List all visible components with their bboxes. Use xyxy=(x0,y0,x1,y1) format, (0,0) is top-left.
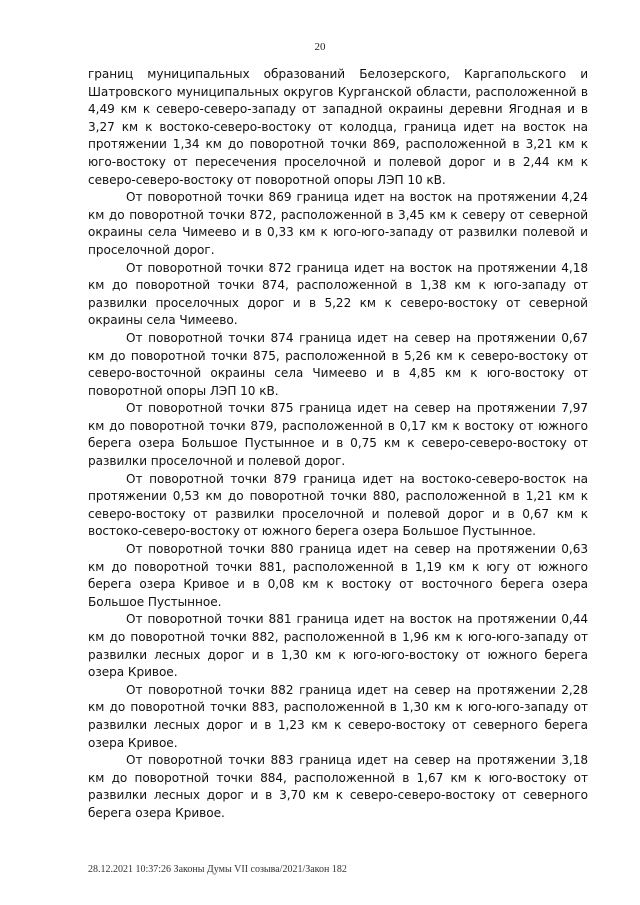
page-number: 20 xyxy=(314,41,326,53)
paragraph-10: От поворотной точки 883 граница идет на север на протяжении 3,18 км до поворотной точки 884, расположенной в 1,67 км к юго-востоку от развилки лесных дорог и в 3,70 км к северо-северо-востоку от северного берега озера Кривое. xyxy=(88,753,588,820)
paragraph-4: От поворотной точки 874 граница идет на север на протяжении 0,67 км до поворотной точки 875, расположенной в 5,26 км к северо-востоку от северо-восточной окраины села Чимеево и в 4,85 км к юго-востоку от поворотной опоры ЛЭП 10 кВ. xyxy=(88,330,588,398)
paragraph-3: От поворотной точки 872 граница идет на восток на протяжении 4,18 км до поворотной точки 874, расположенной в 1,38 км к юго-западу от развилки проселочных дорог и в 5,22 км к северо-востоку от северной окраины села Чимеево. xyxy=(88,260,588,328)
document-body xyxy=(88,66,588,823)
paragraph-1: границ муниципальных образований Белозерского, Каргапольского и Шатровского муниципальных округов Курганской области, расположенной в 4,49 км к северо-северо-западу от западной окраины деревни Ягодная и в 3,27 км к востоко-северо-востоку от колодца, граница идет на восток на протяжении 1,34 км до поворотной точки 869, расположенной в 3,21 км к юго-востоку от пересечения проселочной и полевой дорог и в 2,44 км к северо-северо-востоку от поворотной опоры ЛЭП 10 кВ. xyxy=(88,67,588,187)
paragraph-8: От поворотной точки 881 граница идет на восток на протяжении 0,44 км до поворотной точки 882, расположенной в 1,96 км к юго-юго-западу от развилки лесных дорог и в 1,30 км к юго-юго-востоку от южного берега озера Кривое. xyxy=(88,612,588,680)
document-footer: 28.12.2021 10:37:26 Законы Думы VII созыва/2021/Закон 182 xyxy=(88,864,347,875)
paragraph-7: От поворотной точки 880 граница идет на север на протяжении 0,63 км до поворотной точки 881, расположенной в 1,19 км к югу от южного берега озера Кривое и в 0,08 км к востоку от восточного берега озера Большое Пустынное. xyxy=(88,542,588,609)
paragraph-9: От поворотной точки 882 граница идет на север на протяжении 2,28 км до поворотной точки 883, расположенной в 1,30 км к юго-юго-западу от развилки лесных дорог и в 1,23 км к северо-востоку от северного берега озера Кривое. xyxy=(88,682,588,750)
paragraph-2: От поворотной точки 869 граница идет на восток на протяжении 4,24 км до поворотной точки 872, расположенной в 3,45 км к северу от северной окраины села Чимеево и в 0,33 км к юго-юго-западу от развилки полевой и проселочной дорог. xyxy=(88,190,588,257)
paragraph-5: От поворотной точки 875 граница идет на север на протяжении 7,97 км до поворотной точки 879, расположенной в 0,17 км к востоку от южного берега озера Большое Пустынное и в 0,75 км к северо-северо-востоку от развилки проселочной и полевой дорог. xyxy=(88,401,588,469)
paragraph-6: От поворотной точки 879 граница идет на востоко-северо-восток на протяжении 0,53 км до поворотной точки 880, расположенной в 1,21 км к северо-востоку от развилки проселочной и полевой дорог и в 0,67 км к востоко-северо-востоку от южного берега озера Большое Пустынное. xyxy=(88,471,588,539)
